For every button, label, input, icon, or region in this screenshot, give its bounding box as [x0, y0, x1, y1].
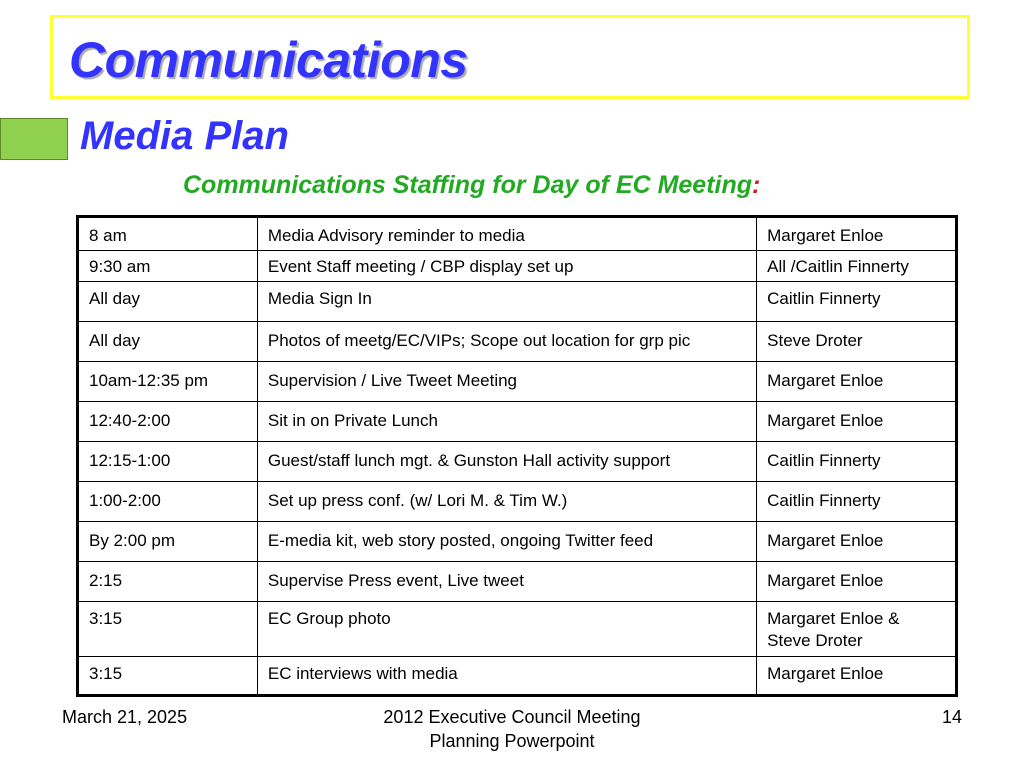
staff-cell: Margaret Enloe: [757, 402, 957, 442]
activity-cell: Supervise Press event, Live tweet: [257, 562, 756, 602]
table-row: [78, 217, 957, 251]
activity-cell: Media Sign In: [257, 282, 756, 322]
table-row: [78, 251, 957, 282]
staffing-schedule-table: [76, 215, 958, 697]
staff-cell: Caitlin Finnerty: [757, 442, 957, 482]
slide-subtitle: Media Plan: [80, 114, 289, 158]
staff-cell: Caitlin Finnerty: [757, 282, 957, 322]
table-row: [78, 562, 957, 602]
schedule-body: [78, 217, 957, 696]
time-cell: 10am-12:35 pm: [78, 362, 258, 402]
time-cell: 2:15: [78, 562, 258, 602]
staff-cell: Margaret Enloe: [757, 657, 957, 696]
table-row: [78, 522, 957, 562]
table-row: [78, 362, 957, 402]
time-cell: 8 am: [78, 217, 258, 251]
staff-cell: Caitlin Finnerty: [757, 482, 957, 522]
activity-cell: Set up press conf. (w/ Lori M. & Tim W.): [257, 482, 756, 522]
section-heading-text: Communications Staffing for Day of EC Meeting: [183, 171, 753, 199]
time-cell: 12:15-1:00: [78, 442, 258, 482]
staff-cell: Margaret Enloe & Steve Droter: [757, 602, 957, 657]
staff-cell: Margaret Enloe: [757, 562, 957, 602]
table-row: [78, 657, 957, 696]
time-cell: All day: [78, 282, 258, 322]
time-cell: 1:00-2:00: [78, 482, 258, 522]
time-cell: 3:15: [78, 602, 258, 657]
table-row: [78, 322, 957, 362]
staff-cell: All /Caitlin Finnerty: [757, 251, 957, 282]
table-row: [78, 482, 957, 522]
time-cell: By 2:00 pm: [78, 522, 258, 562]
title-box: [50, 15, 970, 99]
time-cell: All day: [78, 322, 258, 362]
page-number: 14: [941, 707, 962, 727]
activity-cell: Media Advisory reminder to media: [257, 217, 756, 251]
activity-cell: Supervision / Live Tweet Meeting: [257, 362, 756, 402]
slide-title: Communications: [69, 32, 468, 88]
footer-title: [352, 705, 672, 753]
activity-cell: Photos of meetg/EC/VIPs; Scope out location for grp pic: [257, 322, 756, 362]
table-row: [78, 402, 957, 442]
time-cell: 9:30 am: [78, 251, 258, 282]
activity-cell: Guest/staff lunch mgt. & Gunston Hall activity support: [257, 442, 756, 482]
activity-cell: Event Staff meeting / CBP display set up: [257, 251, 756, 282]
footer-title-line1: 2012 Executive Council Meeting: [383, 707, 641, 727]
accent-square: [0, 118, 68, 160]
activity-cell: Sit in on Private Lunch: [257, 402, 756, 442]
staff-cell: Margaret Enloe: [757, 217, 957, 251]
time-cell: 12:40-2:00: [78, 402, 258, 442]
activity-cell: EC Group photo: [257, 602, 756, 657]
staff-cell: Steve Droter: [757, 322, 957, 362]
staff-cell: Margaret Enloe: [757, 522, 957, 562]
staff-cell: Margaret Enloe: [757, 362, 957, 402]
table-row: [78, 442, 957, 482]
footer-title-line2: Planning Powerpoint: [429, 731, 595, 751]
section-heading: [183, 168, 760, 202]
time-cell: 3:15: [78, 657, 258, 696]
section-heading-colon: :: [752, 171, 761, 199]
footer-date: March 21, 2025: [62, 707, 188, 727]
table-row: [78, 282, 957, 322]
activity-cell: EC interviews with media: [257, 657, 756, 696]
table-row: [78, 602, 957, 657]
activity-cell: E-media kit, web story posted, ongoing Twitter feed: [257, 522, 756, 562]
